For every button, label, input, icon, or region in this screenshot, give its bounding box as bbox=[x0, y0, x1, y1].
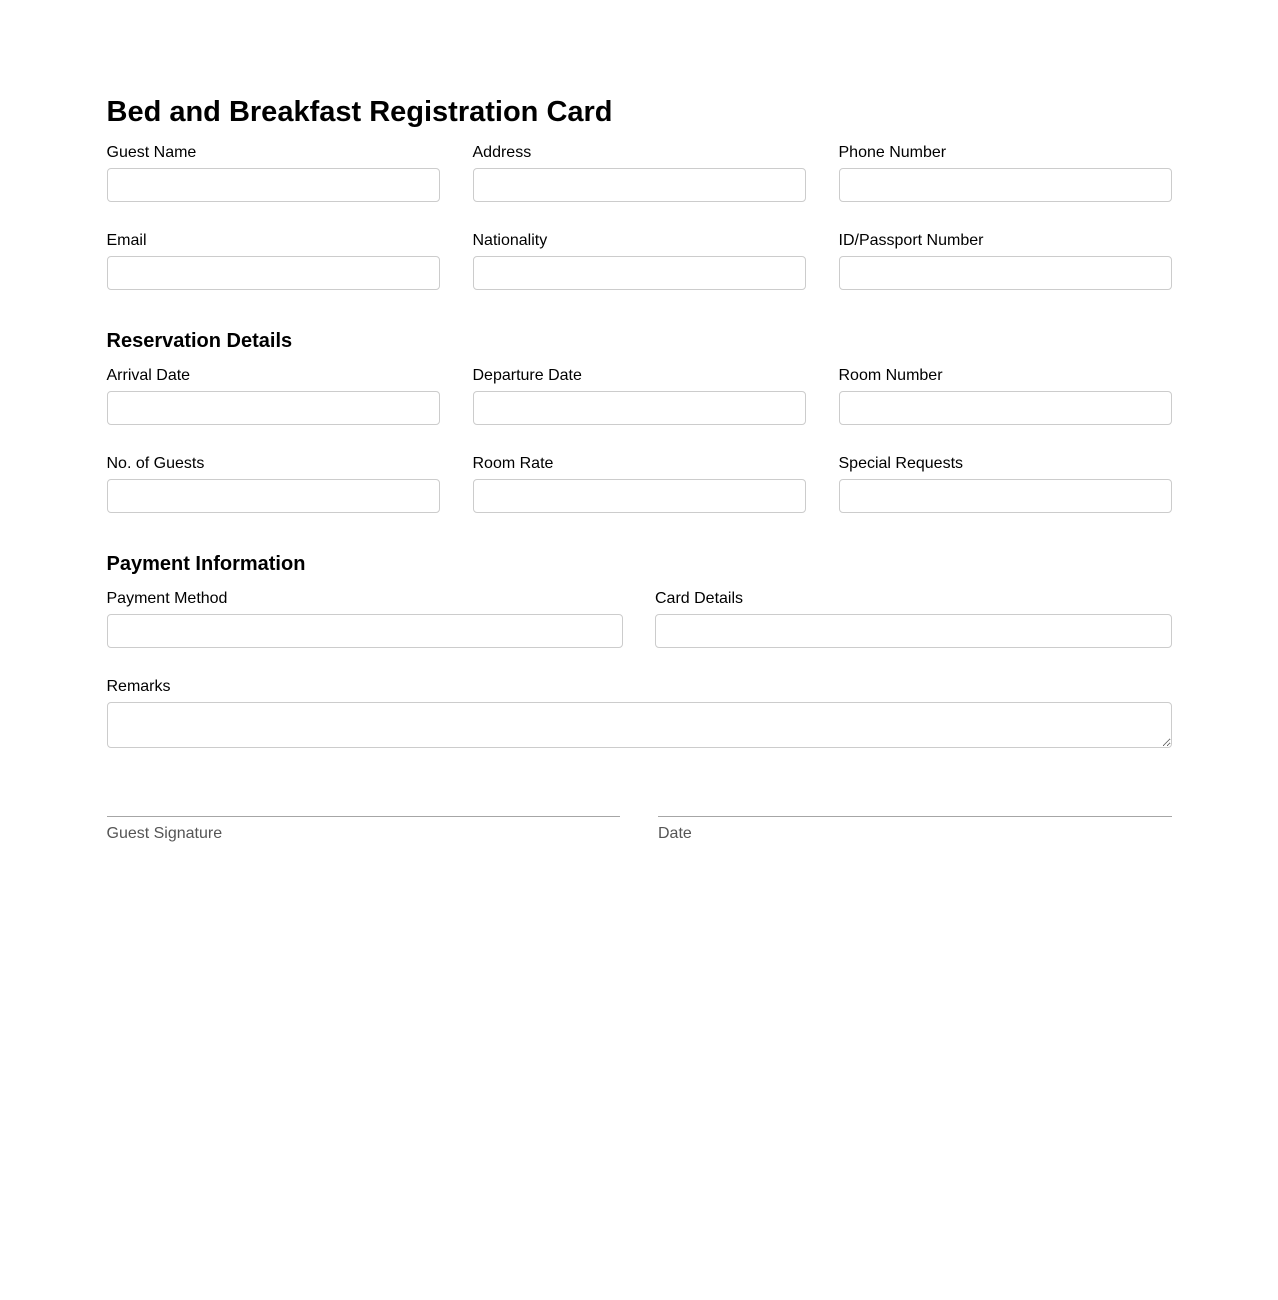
payment-information-heading: Payment Information bbox=[106, 553, 306, 575]
card-details-field bbox=[655, 588, 1172, 648]
card-details-label: Card Details bbox=[655, 590, 744, 607]
room-number-input[interactable] bbox=[839, 391, 1172, 425]
address-input[interactable] bbox=[473, 168, 806, 202]
departure-date-field bbox=[473, 365, 806, 425]
no-of-guests-field bbox=[107, 453, 440, 513]
nationality-input[interactable] bbox=[473, 256, 806, 290]
room-number-label: Room Number bbox=[838, 367, 943, 384]
nationality-field bbox=[473, 230, 806, 290]
page-title: Bed and Breakfast Registration Card bbox=[106, 96, 613, 128]
id-passport-input[interactable] bbox=[839, 256, 1172, 290]
guest-info-grid bbox=[107, 142, 1172, 318]
registration-form bbox=[107, 0, 1172, 844]
arrival-date-label: Arrival Date bbox=[106, 367, 191, 384]
no-of-guests-label: No. of Guests bbox=[106, 455, 205, 472]
remarks-field bbox=[107, 676, 1172, 748]
special-requests-input[interactable] bbox=[839, 479, 1172, 513]
departure-date-label: Departure Date bbox=[472, 367, 582, 384]
id-passport-field bbox=[839, 230, 1172, 290]
phone-number-field bbox=[839, 142, 1172, 202]
email-label: Email bbox=[106, 232, 147, 249]
room-rate-label: Room Rate bbox=[472, 455, 554, 472]
id-passport-label: ID/Passport Number bbox=[838, 232, 984, 249]
nationality-label: Nationality bbox=[472, 232, 548, 249]
guest-name-input[interactable] bbox=[107, 168, 440, 202]
reservation-details-heading: Reservation Details bbox=[106, 330, 293, 352]
room-rate-field bbox=[473, 453, 806, 513]
date-label: Date bbox=[658, 825, 692, 842]
address-label: Address bbox=[472, 144, 532, 161]
payment-grid bbox=[107, 588, 1172, 676]
date-line bbox=[658, 816, 1172, 844]
phone-number-input[interactable] bbox=[839, 168, 1172, 202]
room-rate-input[interactable] bbox=[473, 479, 806, 513]
email-input[interactable] bbox=[107, 256, 440, 290]
guest-signature-line bbox=[107, 816, 621, 844]
remarks-textarea[interactable] bbox=[107, 702, 1172, 748]
payment-method-input[interactable] bbox=[107, 614, 624, 648]
payment-method-label: Payment Method bbox=[106, 590, 228, 607]
address-field bbox=[473, 142, 806, 202]
phone-number-label: Phone Number bbox=[838, 144, 947, 161]
no-of-guests-input[interactable] bbox=[107, 479, 440, 513]
remarks-label: Remarks bbox=[106, 678, 171, 695]
signature-row bbox=[107, 816, 1172, 844]
email-field bbox=[107, 230, 440, 290]
special-requests-label: Special Requests bbox=[838, 455, 964, 472]
reservation-grid bbox=[107, 365, 1172, 541]
guest-name-label: Guest Name bbox=[106, 144, 197, 161]
payment-method-field bbox=[107, 588, 624, 648]
departure-date-input[interactable] bbox=[473, 391, 806, 425]
room-number-field bbox=[839, 365, 1172, 425]
arrival-date-field bbox=[107, 365, 440, 425]
guest-signature-label: Guest Signature bbox=[106, 825, 223, 842]
special-requests-field bbox=[839, 453, 1172, 513]
arrival-date-input[interactable] bbox=[107, 391, 440, 425]
card-details-input[interactable] bbox=[655, 614, 1172, 648]
guest-name-field bbox=[107, 142, 440, 202]
